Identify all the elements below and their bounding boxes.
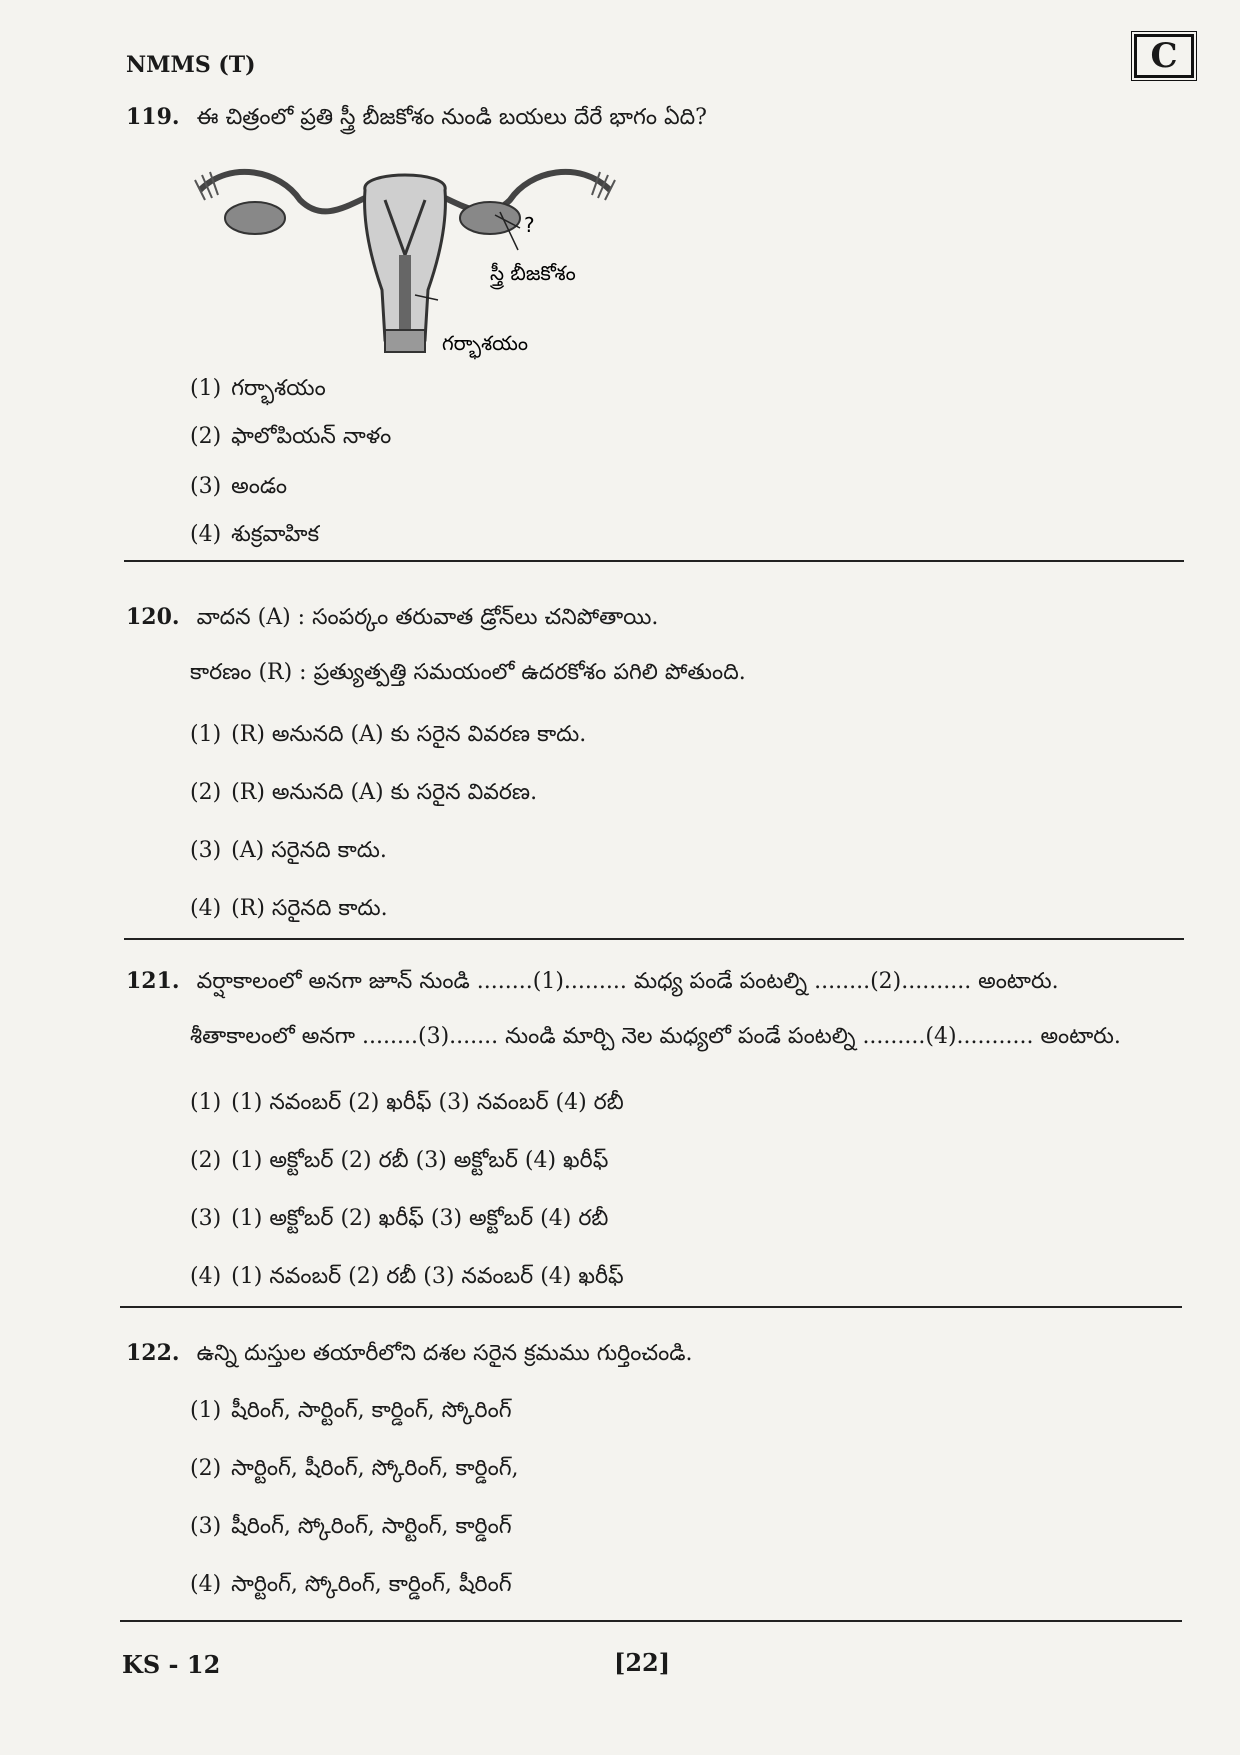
option-122-4: (4) సార్టింగ్, స్కోరింగ్, కార్డింగ్, షీరింగ్ [190,1572,512,1597]
option-122-3: (3) షీరింగ్, స్కోరింగ్, సార్టింగ్, కార్డింగ్ [190,1514,512,1539]
option-121-3: (3) (1) అక్టోబర్ (2) ఖరీఫ్ (3) అక్టోబర్ (4) రబీ [190,1206,609,1231]
section-divider [124,560,1184,562]
diagram-label-unknown: ? [524,213,535,237]
assertion-text: వాదన (A) : సంపర్కం తరువాత డ్రోన్‌లు చనిపోతాయి. [196,605,659,630]
option-122-1: (1) షీరింగ్, సార్టింగ్, కార్డింగ్, స్కోరింగ్ [190,1398,512,1423]
option-119-1: (1) గర్భాశయం [190,376,326,401]
section-divider [120,1620,1182,1622]
option-121-1: (1) (1) నవంబర్ (2) ఖరీఫ్ (3) నవంబర్ (4) రబీ [190,1090,624,1115]
page-number: [22] [614,1648,671,1677]
question-119 [126,104,707,135]
option-120-4: (4) (R) సరైనది కాదు. [190,896,388,921]
question-120: 120. వాదన (A) : సంపర్కం తరువాత డ్రోన్‌లు చనిపోతాయి. [126,604,659,630]
option-119-4: (4) శుక్రవాహిక [190,522,320,547]
question-text: ఉన్ని దుస్తుల తయారీలోని దశల సరైన క్రమము గుర్తించండి. [196,1341,693,1366]
diagram-label-ovary: స్త్రీ బీజకోశం [490,261,576,285]
question-122: 122. ఉన్ని దుస్తుల తయారీలోని దశల సరైన క్రమము గుర్తించండి. [126,1340,693,1366]
option-121-2: (2) (1) అక్టోబర్ (2) రబీ (3) అక్టోబర్ (4) ఖరీఫ్ [190,1148,609,1173]
question-text: ఈ చిత్రంలో ప్రతి స్త్రీ బీజకోశం నుండి బయలు దేరే భాగం ఏది? [196,105,707,130]
question-121: 121. వర్షాకాలంలో అనగా జూన్ నుండి ........(1)......... మధ్య పండే పంటల్ని ........(2).......... అంటారు. [126,968,1059,994]
option-119-3: (3) అండం [190,474,288,499]
booklet-code: KS - 12 [122,1650,221,1679]
section-divider [124,938,1184,940]
question-line-1: వర్షాకాలంలో అనగా జూన్ నుండి ........(1)......... మధ్య పండే పంటల్ని ........(2).......... అంటారు. [196,969,1059,994]
diagram-label-uterus: గర్భాశయం [442,331,528,355]
option-120-3: (3) (A) సరైనది కాదు. [190,838,387,863]
question-line-2: శీతాకాలంలో అనగా ........(3)....... నుండి మార్చి నెల మధ్యలో పండే పంటల్ని .........(4)........... అంటారు. [190,1024,1121,1049]
reason-text: కారణం (R) : ప్రత్యుత్పత్తి సమయంలో ఉదరకోశం పగిలి పోతుంది. [190,660,746,685]
option-120-2: (2) (R) అనునది (A) కు సరైన వివరణ. [190,780,538,805]
question-number: 119. [126,104,180,130]
female-reproductive-system-diagram [190,160,620,360]
exam-code: NMMS (T) [126,52,256,78]
section-divider [120,1306,1182,1308]
option-121-4: (4) (1) నవంబర్ (2) రబీ (3) నవంబర్ (4) ఖరీఫ్ [190,1264,624,1289]
option-120-1: (1) (R) అనునది (A) కు సరైన వివరణ కాదు. [190,722,587,747]
set-label-box: C [1134,34,1194,78]
option-122-2: (2) సార్టింగ్, షీరింగ్, స్కోరింగ్, కార్డింగ్, [190,1456,519,1481]
option-119-2: (2) ఫాలోపియన్ నాళం [190,424,392,449]
